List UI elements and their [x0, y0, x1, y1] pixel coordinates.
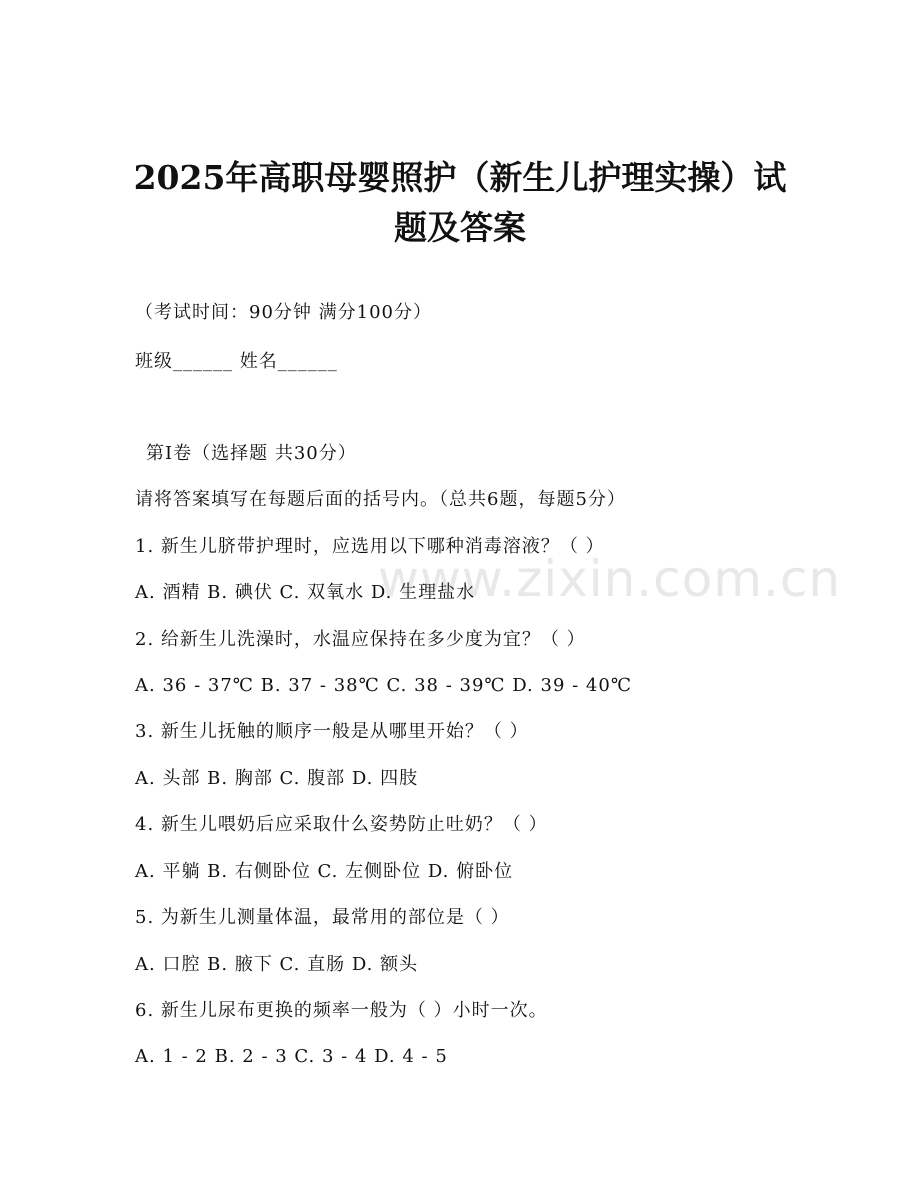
question-5-stem: 5. 为新生儿测量体温，最常用的部位是（ ） [135, 907, 510, 928]
section-heading: 第Ⅰ卷（选择题 共30分） [146, 443, 357, 464]
watermark: www.zixin.com.cn [378, 550, 842, 608]
question-3-stem: 3. 新生儿抚触的顺序一般是从哪里开始？（ ） [135, 721, 529, 742]
instructions: 请将答案填写在每题后面的括号内。（总共6题，每题5分） [135, 489, 626, 510]
question-5-options: A. 口腔 B. 腋下 C. 直肠 D. 额头 [135, 954, 419, 975]
document-title-line-2: 题及答案 [394, 208, 526, 247]
question-6-options: A. 1 - 2 B. 2 - 3 C. 3 - 4 D. 4 - 5 [135, 1046, 448, 1067]
question-1-options: A. 酒精 B. 碘伏 C. 双氧水 D. 生理盐水 [135, 582, 476, 603]
question-3-options: A. 头部 B. 胸部 C. 腹部 D. 四肢 [135, 768, 419, 789]
question-4-options: A. 平躺 B. 右侧卧位 C. 左侧卧位 D. 俯卧位 [135, 861, 514, 882]
exam-info: （考试时间：90分钟 满分100分） [135, 302, 432, 323]
question-2-options: A. 36 - 37℃ B. 37 - 38℃ C. 38 - 39℃ D. 39 - 40℃ [135, 675, 632, 696]
document-title-line-1: 2025年高职母婴照护（新生儿护理实操）试 [133, 158, 787, 197]
question-1-stem: 1. 新生儿脐带护理时，应选用以下哪种消毒溶液？（ ） [135, 536, 605, 557]
question-6-stem: 6. 新生儿尿布更换的频率一般为（ ）小时一次。 [135, 1000, 548, 1021]
question-4-stem: 4. 新生儿喂奶后应采取什么姿势防止吐奶？（ ） [135, 814, 548, 835]
class-name-fields: 班级______ 姓名______ [135, 351, 338, 372]
question-2-stem: 2. 给新生儿洗澡时，水温应保持在多少度为宜？（ ） [135, 629, 586, 650]
